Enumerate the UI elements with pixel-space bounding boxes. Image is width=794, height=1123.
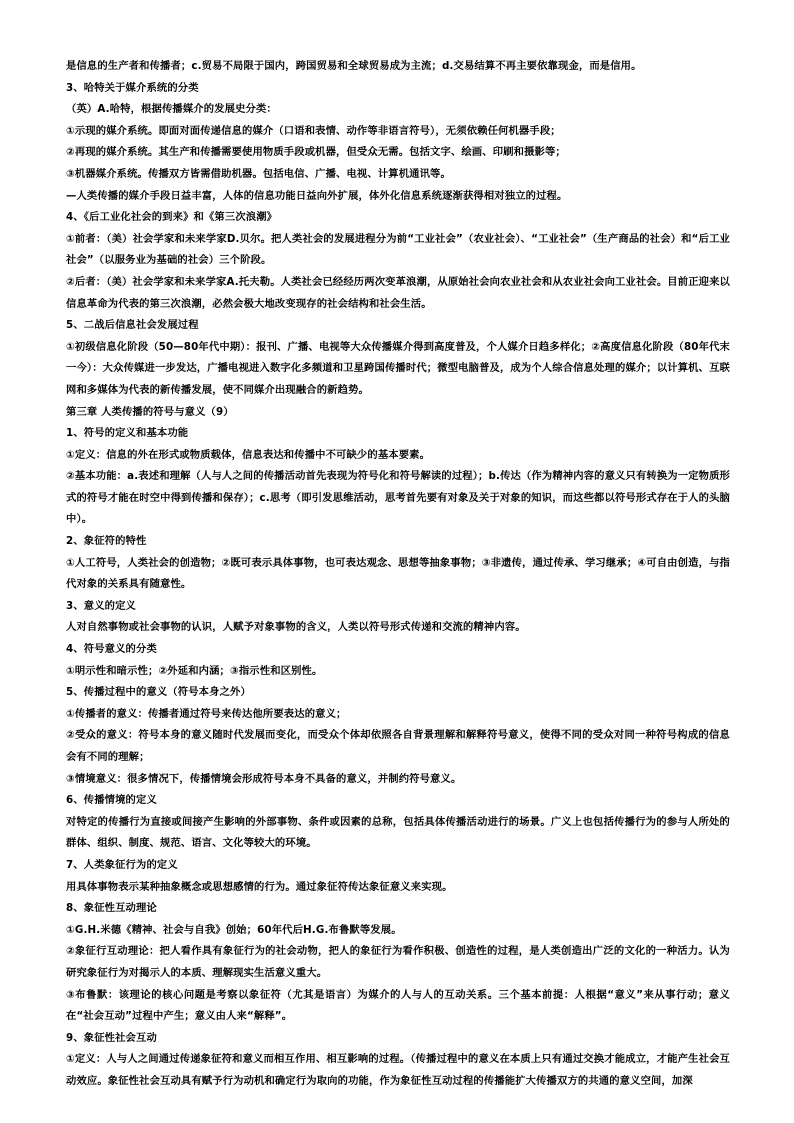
paragraph: ①前者：（美）社会学家和未来学家D.贝尔。把人类社会的发展进程分为前“工业社会”（农业社会）、“工业社会”（生产商品的社会）和“后工业社会”（以服务业为基础的社会）三个阶段。 [66,232,730,267]
section-heading: 4、《后工业化社会的到来》和《第三次浪潮》 [66,211,278,224]
paragraph: ②基本功能：a.表述和理解（人与人之间的传播活动首先表现为符号化和符号解读的过程）；b.传达（作为精神内容的意义只有转换为一定物质形式的符号才能在时空中得到传播和保存）；c.思考（即引发思维活动，思考首先要有对象及关于对象的知识，而这些都以符号形式存在于人的头脑中）。 [66,470,730,526]
paragraph: ①定义：信息的外在形式或物质载体，信息表达和传播中不可缺少的基本要素。 [66,448,431,461]
section-heading: 第三章 人类传播的符号与意义（9） [66,405,234,418]
paragraph: ③情境意义：很多情况下，传播情境会形成符号本身不具备的意义，并制约符号意义。 [66,772,462,785]
section-heading: 2、象征符的特性 [66,535,147,548]
paragraph: ①初级信息化阶段（50—80年代中期）：报刊、广播、电视等大众传播媒介得到高度普及，个人媒介日趋多样化；②高度信息化阶段（80年代末一今）：大众传媒进一步发达，广播电视进入数字化多频道和卫星跨国传播时代；微型电脑普及，成为个人综合信息处理的媒介；以计算机、互联网和多媒体为代表的新传播发展，使不同媒介出现融合的新趋势。 [66,340,730,396]
paragraph: （英）A.哈特，根据传播媒介的发展史分类： [66,103,277,116]
paragraph: 用具体事物表示某种抽象概念或思想感情的行为。通过象征符传达象征意义来实现。 [66,880,453,893]
section-heading: 4、符号意义的分类 [66,643,157,656]
section-heading: 6、传播情境的定义 [66,794,157,807]
section-heading: 1、符号的定义和基本功能 [66,427,189,440]
paragraph: ②再现的媒介系统。其生产和传播需要使用物质手段或机器，但受众无需。包括文字、绘画、印刷和摄影等； [66,146,566,159]
section-heading: 3、哈特关于媒介系统的分类 [66,81,199,94]
section-heading: 5、二战后信息社会发展过程 [66,319,199,332]
paragraph: ②象征行互动理论：把人看作具有象征行为的社会动物，把人的象征行为看作积极、创造性的过程，是人类创造出广泛的文化的一种活力。认为研究象征行为对揭示人的本质、理解现实生活意义重大。 [66,945,730,979]
paragraph: ①人工符号，人类社会的创造物；②既可表示具体事物，也可表达观念、思想等抽象事物；③非遗传，通过传承、学习继承；④可自由创造，与指代对象的关系具有随意性。 [66,556,730,591]
paragraph: ②后者：（美）社会学家和未来学家A.托夫勒。人类社会已经经历两次变革浪潮，从原始社会向农业社会和从农业社会向工业社会。目前正迎来以信息革命为代表的第三次浪潮，必然会极大地改变现存的社会结构和社会生活。 [66,275,730,310]
paragraph: 人对自然事物或社会事物的认识，人赋予对象事物的含义，人类以符号形式传递和交流的精神内容。 [66,621,526,634]
paragraph: ①示现的媒介系统。即面对面传递信息的媒介（口语和表情、动作等非语言符号），无须依赖任何机器手段； [66,124,561,137]
paragraph: ③布鲁默：该理论的核心问题是考察以象征符（尤其是语言）为媒介的人与人的互动关系。三个基本前提：人根据“意义”来从事行动；意义在“社会互动”过程中产生；意义由人来“解释”。 [66,988,730,1023]
paragraph: 是信息的生产者和传播者；c.贸易不局限于国内，跨国贸易和全球贸易成为主流；d.交易结算不再主要依靠现金，而是信用。 [66,60,642,72]
section-heading: 7、人类象征行为的定义 [66,858,178,871]
section-heading: 8、象征性互动理论 [66,902,157,915]
paragraph: ③机器媒介系统。传播双方皆需借助机器。包括电信、广播、电视、计算机通讯等。 [66,167,451,180]
paragraph: ②受众的意义：符号本身的意义随时代发展而变化，而受众个体却依照各自背景理解和解释符号意义，使得不同的受众对同一种符号构成的信息会有不同的理解； [66,729,730,763]
section-heading: 5、传播过程中的意义（符号本身之外） [66,686,251,699]
paragraph: —人类传播的媒介手段日益丰富，人体的信息功能日益向外扩展，体外化信息系统逐渐获得相对独立的过程。 [66,189,568,202]
paragraph: 对特定的传播行为直接或间接产生影响的外部事物、条件或因素的总称，包括具体传播活动进行的场景。广义上也包括传播行为的参与人所处的群体、组织、制度、规范、语言、文化等较大的环境。 [66,815,730,850]
section-heading: 3、意义的定义 [66,599,136,612]
paragraph: ①传播者的意义：传播者通过符号来传达他所要表达的意义； [66,707,347,720]
section-heading: 9、象征性社会互动 [66,1031,157,1044]
paragraph: ①G.H.米德《精神、社会与自我》创始；60年代后H.G.布鲁默等发展。 [66,923,402,936]
paragraph: ①定义：人与人之间通过传递象征符和意义而相互作用、相互影响的过程。（传播过程中的意义在本质上只有通过交换才能成立，才能产生社会互动效应。象征性社会互动具有赋予行为动机和确定行为取向的功能，作为象征性互动过程的传播能扩大传播双方的共通的意义空间，加深 [66,1053,730,1087]
paragraph: ①明示性和暗示性；②外延和内涵；③指示性和区别性。 [66,664,323,677]
